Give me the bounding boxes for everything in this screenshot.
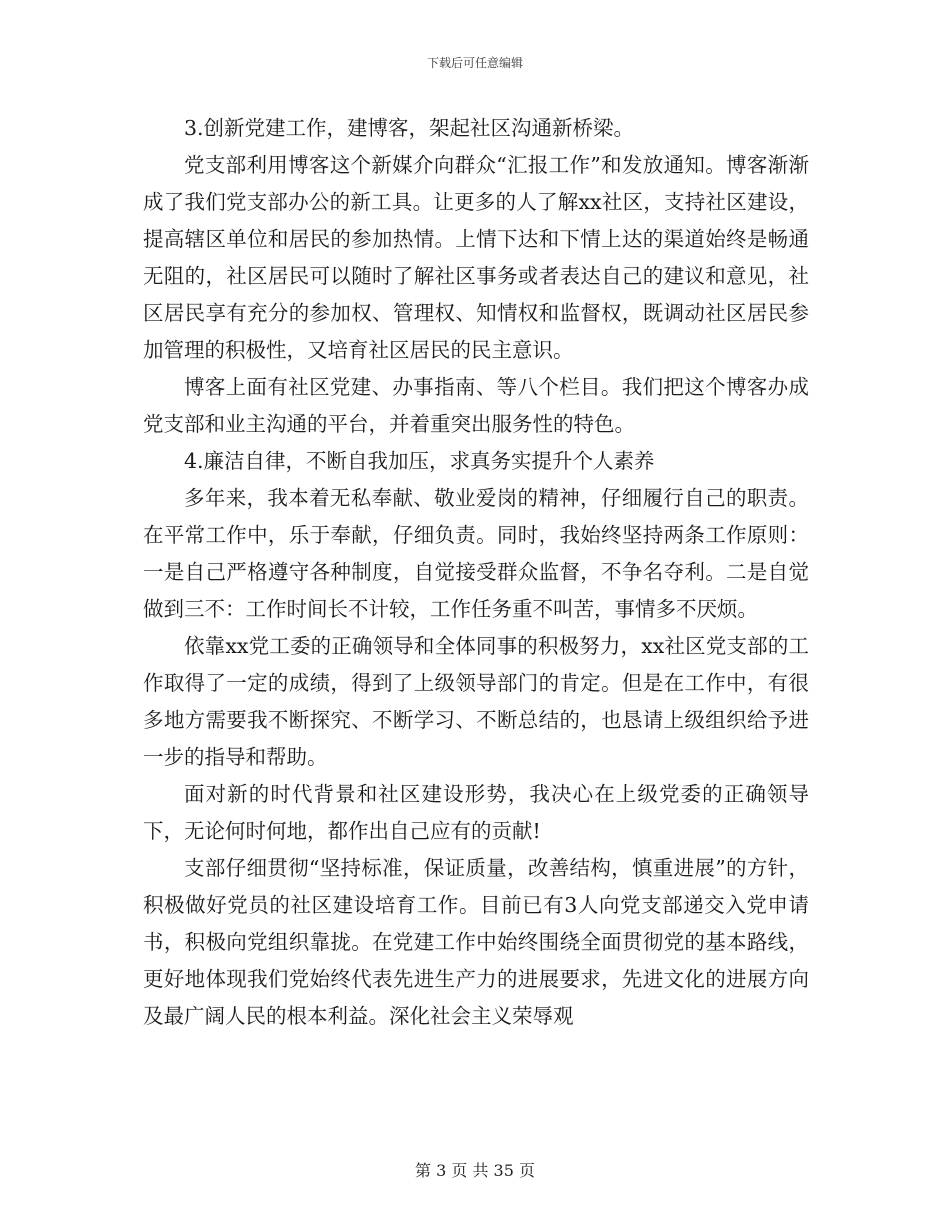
paragraph-6: 依靠xx党工委的正确领导和全体同事的积极努力，xx社区党支部的工作取得了一定的成绩，得到了上级领导部门的肯定。但是在工作中，有很多地方需要我不断探究、不断学习、不断总结的，也恳请上级组织给予进一步的指导和帮助。 [143,634,809,769]
paragraph-4: 4.廉洁自律，不断自我加压，求真务实提升个人素养 [184,449,655,473]
paragraph-5: 多年来，我本着无私奉献、敬业爱岗的精神，仔细履行自己的职责。在平常工作中，乐于奉献，仔细负责。同时，我始终坚持两条工作原则：一是自己严格遵守各种制度，自觉接受群众监督，不争名夺利。二是自觉做到三不：工作时间长不计较，工作任务重不叫苦，事情多不厌烦。 [143,486,809,621]
paragraph-2: 党支部利用博客这个新媒介向群众“汇报工作”和发放通知。博客渐渐成了我们党支部办公的新工具。让更多的人了解xx社区，支持社区建设，提高辖区单位和居民的参加热情。上情下达和下情上达的渠道始终是畅通无阻的，社区居民可以随时了解社区事务或者表达自己的建议和意见，社区居民享有充分的参加权、管理权、知情权和监督权，既调动社区居民参加管理的积极性，又培育社区居民的民主意识。 [143,153,809,362]
page-number: 第 3 页 共 35 页 [415,1161,535,1180]
paragraph-3: 博客上面有社区党建、办事指南、等八个栏目。我们把这个博客办成党支部和业主沟通的平台，并着重突出服务性的特色。 [143,375,809,436]
paragraph-8: 支部仔细贯彻“坚持标准，保证质量，改善结构，慎重进展”的方针，积极做好党员的社区建设培育工作。目前已有3人向党支部递交入党申请书，积极向党组织靠拢。在党建工作中始终围绕全面贯彻党的基本路线，更好地体现我们党始终代表先进生产力的进展要求，先进文化的进展方向及最广阔人民的根本利益。深化社会主义荣辱观 [143,856,809,1028]
paragraph-1: 3.创新党建工作，建博客，架起社区沟通新桥梁。 [184,116,635,140]
header-note: 下载后可任意编辑 [426,56,523,70]
paragraph-7: 面对新的时代背景和社区建设形势，我决心在上级党委的正确领导下，无论何时何地，都作出自己应有的贡献! [143,782,809,843]
document-body [143,110,809,1035]
